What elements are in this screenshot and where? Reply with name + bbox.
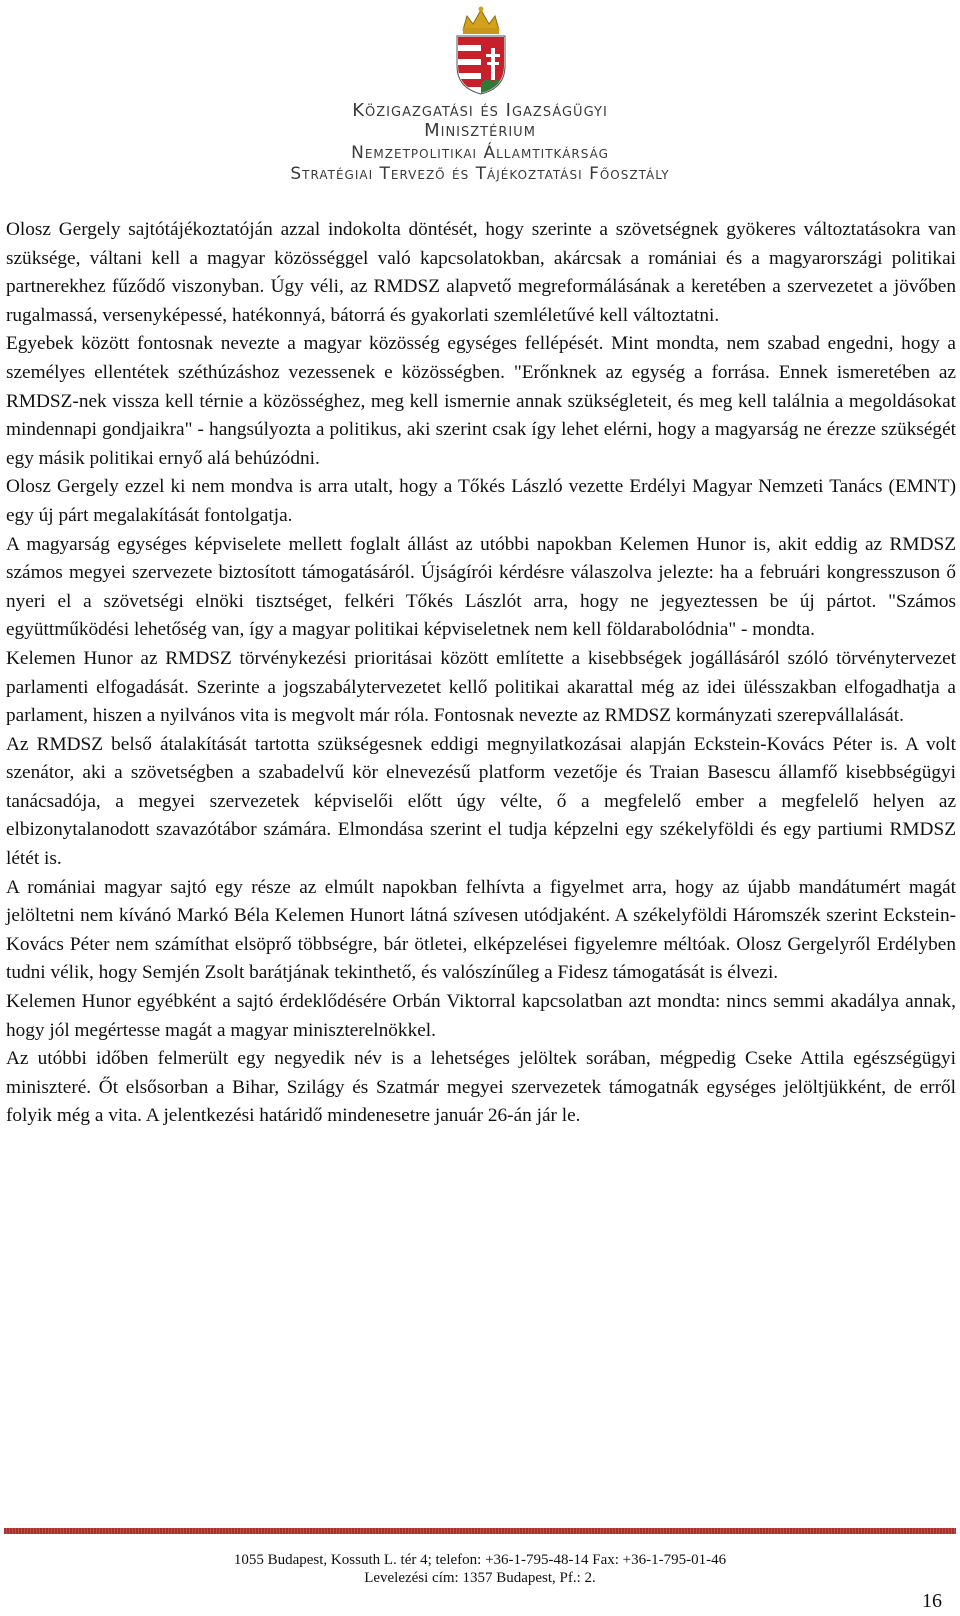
hungarian-coat-of-arms-icon bbox=[449, 4, 513, 96]
paragraph: Kelemen Hunor egyébként a sajtó érdeklődésére Orbán Viktorral kapcsolatban azt mondta: nincs semmi akadálya annak, hogy jól megértesse magát a magyar miniszterelnökkel. bbox=[6, 991, 956, 1041]
ministry-name-line1: Közigazgatási és Igazságügyi bbox=[352, 100, 608, 121]
paragraph: Az utóbbi időben felmerült egy negyedik név is a lehetséges jelöltek sorában, mégpedig Cseke Attila egészségügyi miniszteré. Őt elsősorban a Bihar, Szilágy és Szatmár megyei szervezetek támogatnák egységes jelöltjükként, de erről folyik még a vita. A jelentkezési határidő mindenesetre január 26-án jár le. bbox=[6, 1048, 956, 1127]
department-name: Stratégiai Tervező és Tájékoztatási Főosztály bbox=[290, 164, 670, 184]
footer-postal-address: Levelezési cím: 1357 Budapest, Pf.: 2. bbox=[364, 1570, 596, 1586]
letterhead bbox=[0, 0, 960, 190]
paragraph: Kelemen Hunor az RMDSZ törvénykezési prioritásai között említette a kisebbségek jogállásáról szóló törvénytervezet parlamenti elfogadását. Szerinte a jogszabálytervezetet kellő politikai akarattal még az idei ülésszakban elfogadhatja a parlament, hiszen a nyilvános vita is megvolt már róla. Fontosnak nevezte az RMDSZ kormányzati szerepvállalását. bbox=[6, 647, 956, 727]
ministry-name-line2: Minisztérium bbox=[424, 120, 536, 141]
paragraph: A romániai magyar sajtó egy része az elmúlt napokban felhívta a figyelmet arra, hogy az újabb mandátumért magát jelöltetni nem kívánó Markó Béla Kelemen Hunort látná szívesen utódjaként. A székelyföldi Háromszék szerint Eckstein-Kovács Péter nem számíthat elsöprő többségre, bár ötletei, elképzelései figyelemre méltóak. Olosz Gergelyről Erdélyben tudni vélik, hogy Semjén Zsolt barátjának tekinthető, és valószínűleg a Fidesz támogatását is élvezi. bbox=[6, 876, 956, 984]
state-secretariat-name: Nemzetpolitikai Államtitkárság bbox=[351, 143, 609, 163]
paragraph: Olosz Gergely ezzel ki nem mondva is arra utalt, hogy a Tőkés László vezette Erdélyi Magyar Nemzeti Tanács (EMNT) egy új párt megalakítását fontolgatja. bbox=[6, 476, 956, 526]
paragraph: Olosz Gergely sajtótájékoztatóján azzal indokolta döntését, hogy szerinte a szövetségnek gyökeres változtatásokra van szüksége, váltani kell a magyar közösséggel való kapcsolatokban, akárcsak a romániai és a magyarországi politikai partnerekhez fűződő viszonyban. Úgy véli, az RMDSZ alapvető megreformálásának a keretében a szervezetet a jövőben rugalmassá, versenyképessé, hatékonnyá, bátorrá és gyakorlati szemléletűvé kell változtatni. bbox=[6, 219, 956, 326]
article-body bbox=[6, 216, 956, 1131]
footer-address: 1055 Budapest, Kossuth L. tér 4; telefon: +36-1-795-48-14 Fax: +36-1-795-01-46 bbox=[233, 1552, 727, 1568]
paragraph: Egyebek között fontosnak nevezte a magyar közösség egységes fellépését. Mint mondta, nem szabad engedni, hogy a személyes ellentétek széthúzáshoz vezessenek e közösségben. "Erőnknek az egység a forrása. Ennek ismeretében az RMDSZ-nek vissza kell térnie a közösséghez, meg kell ismernie annak szükségleteit, és meg kell találnia a megoldásokat mindennapi gondjaikra" - hangsúlyozta a politikus, aki szerint csak így lehet elérni, hogy a magyarság ne érezze szükségét egy másik politikai ernyő alá behúzódni. bbox=[6, 333, 956, 469]
paragraph: A magyarság egységes képviselete mellett foglalt állást az utóbbi napokban Kelemen Hunor is, akit eddig az RMDSZ számos megyei szervezete biztosított támogatásáról. Újságírói kérdésre válaszolva jelezte: ha a februári kongresszuson ő nyeri el a szövetségi elnöki tisztséget, felkéri Tőkés Lászlót arra, hogy ne jegyeztessen be új pártot. "Számos együttműködési lehetőség van, így a magyar politikai képviseletnek nem kell földarabolódnia" - mondta. bbox=[6, 533, 956, 641]
page-number: 16 bbox=[922, 1590, 942, 1612]
footer-divider bbox=[4, 1528, 956, 1534]
paragraph: Az RMDSZ belső átalakítását tartotta szükségesnek eddigi megnyilatkozásai alapján Eckstein-Kovács Péter is. A volt szenátor, aki a szövetségben a szabadelvű kör elnevezésű platform vezetője és Traian Basescu államfő kisebbségügyi tanácsadója, a megyei szervezetek képviselői előtt úgy vélte, ő a megfelelő ember a megfelelő helyen az elbizonytalanodott szavazótábor számára. Elmondása szerint el tudja képzelni egy székelyföldi és egy partiumi RMDSZ létét is. bbox=[6, 733, 956, 870]
